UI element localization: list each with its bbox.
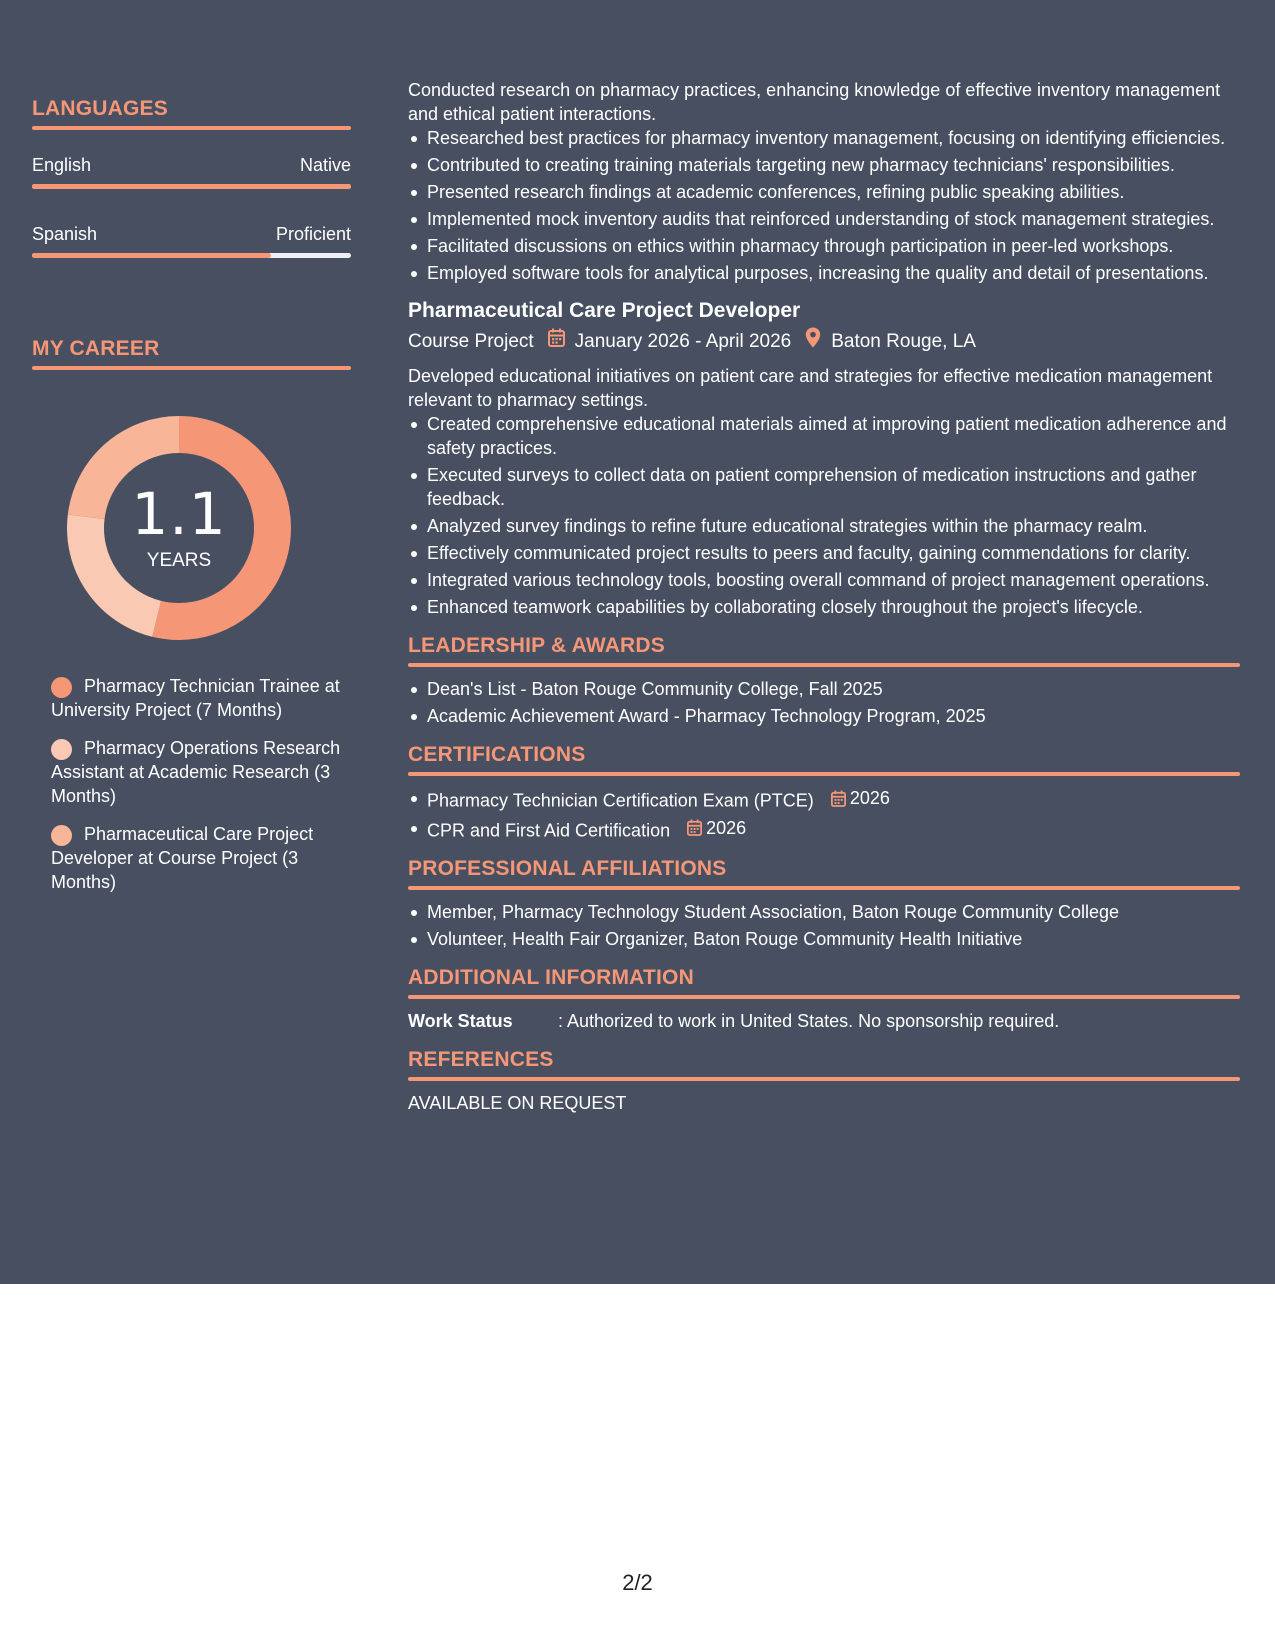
section-rule <box>408 1077 1240 1081</box>
section-rule <box>408 995 1240 999</box>
certification-date <box>831 786 890 810</box>
job-meta <box>408 327 1240 356</box>
language-level: Proficient <box>275 224 351 244</box>
career-section <box>32 336 351 370</box>
leadership-item: Academic Achievement Award - Pharmacy Technology Program, 2025 <box>408 704 1240 728</box>
job-bullets <box>408 412 1240 619</box>
job-dates: January 2026 - April 2026 <box>574 330 792 352</box>
affiliation-item: Volunteer, Health Fair Organizer, Baton Rouge Community Health Initiative <box>408 927 1240 951</box>
sidebar <box>32 96 351 892</box>
job-bullet: Created comprehensive educational materials aimed at improving patient medication adherence and safety practices. <box>408 412 1240 460</box>
affiliations-section <box>408 856 1240 951</box>
affiliations-list <box>408 900 1240 951</box>
job-bullet: Effectively communicated project results to peers and faculty, gaining commendations for clarity. <box>408 541 1240 565</box>
certification-item <box>408 786 1240 813</box>
job-bullet: Implemented mock inventory audits that reinforced understanding of stock management strategies. <box>408 207 1240 231</box>
leadership-heading: LEADERSHIP & AWARDS <box>408 634 665 657</box>
section-rule <box>408 772 1240 776</box>
job-bullet: Analyzed survey findings to refine future educational strategies within the pharmacy realm. <box>408 514 1240 538</box>
job-location: Baton Rouge, LA <box>831 330 976 352</box>
language-proficiency-bar <box>32 184 351 189</box>
language-proficiency-bar <box>32 253 351 258</box>
job-bullet: Executed surveys to collect data on patient comprehension of medication instructions and gather feedback. <box>408 463 1240 511</box>
main-content <box>408 78 1240 1115</box>
additional-info-heading: ADDITIONAL INFORMATION <box>408 966 694 989</box>
calendar-icon <box>687 819 702 836</box>
language-name: Spanish <box>32 224 98 244</box>
location-pin-icon <box>805 327 821 356</box>
leadership-section <box>408 633 1240 728</box>
section-rule <box>408 886 1240 890</box>
career-legend <box>51 674 341 908</box>
certification-item <box>408 816 1240 843</box>
references-text: AVAILABLE ON REQUEST <box>408 1093 627 1113</box>
calendar-icon <box>548 328 565 355</box>
page-number: 2/2 <box>622 1570 653 1595</box>
job-section <box>408 297 1240 619</box>
career-legend-label: Pharmacy Technician Trainee at University Project (7 Months) <box>51 676 340 720</box>
certifications-heading: CERTIFICATIONS <box>408 743 586 766</box>
job-bullet: Facilitated discussions on ethics within pharmacy through participation in peer-led workshops. <box>408 234 1240 258</box>
legend-dot <box>51 677 72 698</box>
career-legend-item <box>51 822 341 894</box>
references-heading: REFERENCES <box>408 1048 554 1071</box>
section-rule <box>408 663 1240 667</box>
languages-rule <box>32 126 351 130</box>
work-status-row <box>408 1009 1240 1033</box>
legend-dot <box>51 739 72 760</box>
job-bullet: Integrated various technology tools, boosting overall command of project management operations. <box>408 568 1240 592</box>
certification-name: CPR and First Aid Certification <box>427 820 671 840</box>
work-status-label: Work Status <box>408 1011 513 1031</box>
job-bullet: Presented research findings at academic conferences, refining public speaking abilities. <box>408 180 1240 204</box>
job-bullet: Enhanced teamwork capabilities by collaborating closely throughout the project's lifecycle. <box>408 595 1240 619</box>
job-title: Pharmaceutical Care Project Developer <box>408 299 801 322</box>
additional-info-section <box>408 965 1240 1033</box>
leadership-item: Dean's List - Baton Rouge Community College, Fall 2025 <box>408 677 1240 701</box>
certification-year: 2026 <box>849 788 890 808</box>
job-bullet: Contributed to creating training materials targeting new pharmacy technicians' responsibilities. <box>408 153 1240 177</box>
language-level: Native <box>299 155 351 175</box>
career-heading: MY CAREER <box>32 337 160 360</box>
language-name: English <box>32 155 92 175</box>
legend-dot <box>51 825 72 846</box>
career-total-unit: YEARS <box>146 550 212 571</box>
calendar-icon <box>831 790 846 807</box>
career-rule <box>32 366 351 370</box>
affiliation-item: Member, Pharmacy Technology Student Association, Baton Rouge Community College <box>408 900 1240 924</box>
language-proficiency-fill <box>32 184 351 189</box>
job-bullet: Employed software tools for analytical purposes, increasing the quality and detail of presentations. <box>408 261 1240 285</box>
certifications-list <box>408 786 1240 842</box>
certifications-section <box>408 742 1240 842</box>
language-proficiency-fill <box>32 253 271 258</box>
language-item <box>32 154 351 189</box>
previous-job-section <box>408 78 1240 285</box>
languages-section <box>32 96 351 258</box>
career-donut-chart <box>66 415 292 641</box>
job-company: Course Project <box>408 330 534 352</box>
work-status-value: : Authorized to work in United States. No sponsorship required. <box>558 1011 1060 1031</box>
job-summary: Developed educational initiatives on patient care and strategies for effective medication management relevant to pharmacy settings. <box>408 366 1213 410</box>
affiliations-heading: PROFESSIONAL AFFILIATIONS <box>408 857 727 880</box>
job-bullets <box>408 126 1240 285</box>
career-legend-item <box>51 736 341 808</box>
certification-name: Pharmacy Technician Certification Exam (PTCE) <box>427 790 814 811</box>
career-legend-label: Pharmacy Operations Research Assistant at Academic Research (3 Months) <box>51 738 341 806</box>
certification-date <box>687 816 746 840</box>
references-section <box>408 1047 1240 1115</box>
job-bullet: Researched best practices for pharmacy inventory management, focusing on identifying efficiencies. <box>408 126 1240 150</box>
language-item <box>32 223 351 258</box>
leadership-list <box>408 677 1240 728</box>
career-legend-item <box>51 674 341 722</box>
certification-year: 2026 <box>706 817 747 838</box>
job-summary: Conducted research on pharmacy practices, enhancing knowledge of effective inventory management and ethical patient interactions. <box>408 80 1221 124</box>
languages-heading: LANGUAGES <box>32 97 168 120</box>
career-legend-label: Pharmaceutical Care Project Developer at Course Project (3 Months) <box>51 824 314 892</box>
career-total-value: 1.1 <box>131 480 227 548</box>
